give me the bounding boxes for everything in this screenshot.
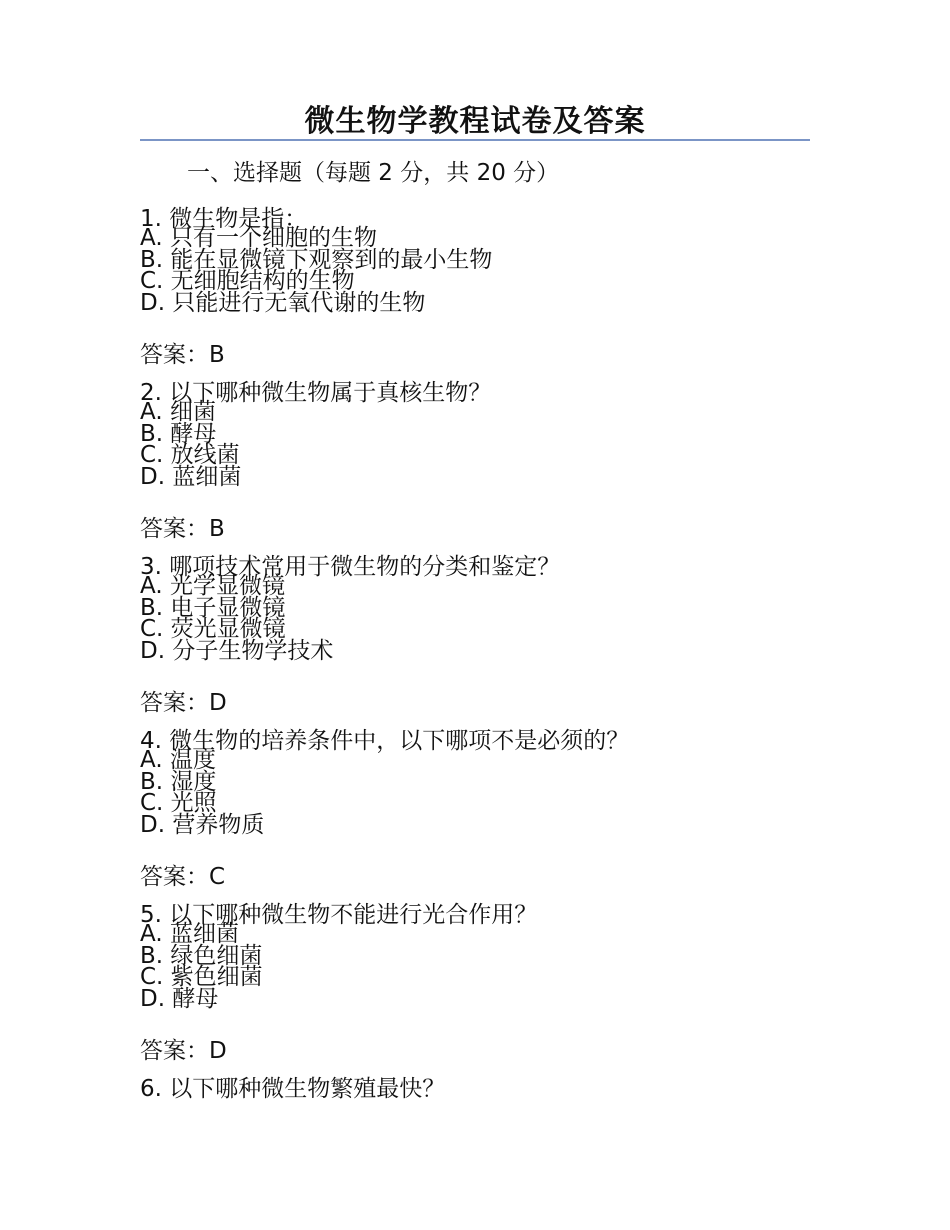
question-1 bbox=[140, 206, 820, 370]
option-d: D. 营养物质 bbox=[140, 811, 265, 838]
title-underline bbox=[140, 139, 810, 141]
question-6 bbox=[140, 1076, 820, 1102]
option-b: B. 能在显微镜下观察到的最小生物 bbox=[140, 246, 493, 273]
option-b: B. 绿色细菌 bbox=[140, 942, 263, 969]
question-stem: 5. 以下哪种微生物不能进行光合作用？ bbox=[140, 902, 538, 928]
option-a: A. 只有一个细胞的生物 bbox=[140, 225, 377, 251]
option-a: A. 细菌 bbox=[140, 399, 216, 425]
answer-line: 答案：D bbox=[140, 1038, 227, 1064]
question-stem: 1. 微生物是指： bbox=[140, 206, 308, 232]
option-d: D. 分子生物学技术 bbox=[140, 637, 334, 664]
section-heading: 一、选择题（每题 2 分，共 20 分） bbox=[187, 160, 560, 186]
question-stem: 3. 哪项技术常用于微生物的分类和鉴定？ bbox=[140, 554, 561, 580]
option-c: C. 放线菌 bbox=[140, 442, 240, 468]
answer-line: 答案：C bbox=[140, 864, 226, 890]
answer-line: 答案：B bbox=[140, 516, 225, 542]
option-b: B. 电子显微镜 bbox=[140, 594, 286, 621]
question-stem: 6. 以下哪种微生物繁殖最快？ bbox=[140, 1076, 446, 1102]
question-4 bbox=[140, 728, 820, 892]
option-b: B. 湿度 bbox=[140, 768, 217, 795]
option-a: A. 蓝细菌 bbox=[140, 921, 239, 947]
option-a: A. 光学显微镜 bbox=[140, 573, 285, 599]
option-d: D. 蓝细菌 bbox=[140, 463, 242, 490]
option-c: C. 荧光显微镜 bbox=[140, 616, 286, 642]
option-a: A. 温度 bbox=[140, 747, 216, 773]
option-d: D. 酵母 bbox=[140, 985, 219, 1012]
question-2 bbox=[140, 380, 820, 544]
question-stem: 4. 微生物的培养条件中，以下哪项不是必须的？ bbox=[140, 728, 630, 754]
question-5 bbox=[140, 902, 820, 1066]
option-c: C. 紫色细菌 bbox=[140, 964, 263, 990]
document-title: 微生物学教程试卷及答案 bbox=[304, 104, 646, 139]
option-c: C. 光照 bbox=[140, 790, 217, 816]
answer-line: 答案：D bbox=[140, 690, 227, 716]
option-d: D. 只能进行无氧代谢的生物 bbox=[140, 289, 426, 316]
answer-line: 答案：B bbox=[140, 342, 225, 368]
option-b: B. 酵母 bbox=[140, 420, 217, 447]
question-3 bbox=[140, 554, 820, 718]
question-stem: 2. 以下哪种微生物属于真核生物？ bbox=[140, 380, 492, 406]
option-c: C. 无细胞结构的生物 bbox=[140, 268, 355, 294]
